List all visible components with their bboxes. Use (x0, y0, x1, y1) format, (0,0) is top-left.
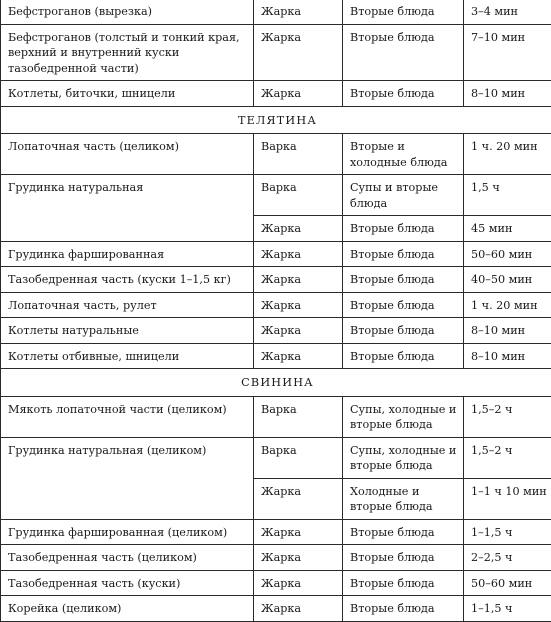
table-row (1, 241, 551, 267)
table-row (1, 0, 551, 24)
time-cell: 1–1 ч 10 мин (464, 478, 551, 519)
method-cell: Варка (254, 396, 343, 437)
method-cell: Жарка (254, 292, 343, 318)
time-cell: 8–10 мин (464, 343, 551, 369)
time-cell: 50–60 мин (464, 570, 551, 596)
time-cell: 1,5 ч (464, 175, 551, 216)
product-cell: Грудинка натуральная (целиком) (1, 437, 254, 519)
product-cell: Бефстроганов (толстый и тонкий края, верхний и внутренний куски тазобедренной части) (1, 24, 254, 81)
time-cell: 1,5–2 ч (464, 437, 551, 478)
dish-cell: Вторые блюда (343, 570, 464, 596)
table-row (1, 24, 551, 81)
dish-cell: Вторые блюда (343, 545, 464, 571)
method-cell: Жарка (254, 570, 343, 596)
method-cell: Варка (254, 175, 343, 216)
product-cell: Котлеты натуральные (1, 318, 254, 344)
product-cell: Грудинка фаршированная (целиком) (1, 519, 254, 545)
section-title: ТЕЛЯТИНА (1, 106, 551, 134)
method-cell: Жарка (254, 596, 343, 622)
dish-cell: Вторые блюда (343, 292, 464, 318)
time-cell: 1 ч. 20 мин (464, 134, 551, 175)
time-cell: 8–10 мин (464, 81, 551, 107)
dish-cell: Вторые блюда (343, 216, 464, 242)
table-row (1, 596, 551, 622)
dish-cell: Холодные и вторые блюда (343, 478, 464, 519)
product-cell: Бефстроганов (вырезка) (1, 0, 254, 24)
dish-cell: Вторые блюда (343, 519, 464, 545)
product-cell: Лопаточная часть (целиком) (1, 134, 254, 175)
product-cell: Тазобедренная часть (целиком) (1, 545, 254, 571)
time-cell: 45 мин (464, 216, 551, 242)
method-cell: Жарка (254, 267, 343, 293)
dish-cell: Вторые блюда (343, 318, 464, 344)
dish-cell: Вторые блюда (343, 81, 464, 107)
section-row-veal (1, 106, 551, 134)
dish-cell: Вторые блюда (343, 267, 464, 293)
method-cell: Жарка (254, 81, 343, 107)
section-row-pork (1, 369, 551, 397)
time-cell: 8–10 мин (464, 318, 551, 344)
section-title: СВИНИНА (1, 369, 551, 397)
table-row (1, 81, 551, 107)
dish-cell: Вторые блюда (343, 0, 464, 24)
product-cell: Мякоть лопаточной части (целиком) (1, 396, 254, 437)
dish-cell: Вторые блюда (343, 596, 464, 622)
dish-cell: Супы, холодные и вторые блюда (343, 396, 464, 437)
method-cell: Варка (254, 134, 343, 175)
product-cell: Тазобедренная часть (куски) (1, 570, 254, 596)
product-cell: Грудинка фаршированная (1, 241, 254, 267)
product-cell: Грудинка натуральная (1, 175, 254, 242)
table-row (1, 545, 551, 571)
method-cell: Жарка (254, 519, 343, 545)
time-cell: 1,5–2 ч (464, 396, 551, 437)
dish-cell: Вторые блюда (343, 241, 464, 267)
method-cell: Жарка (254, 343, 343, 369)
table-row (1, 267, 551, 293)
time-cell: 40–50 мин (464, 267, 551, 293)
table-row (1, 343, 551, 369)
time-cell: 2–2,5 ч (464, 545, 551, 571)
table-row (1, 134, 551, 175)
method-cell: Жарка (254, 0, 343, 24)
method-cell: Жарка (254, 24, 343, 81)
method-cell: Жарка (254, 478, 343, 519)
method-cell: Жарка (254, 241, 343, 267)
product-cell: Котлеты отбивные, шницели (1, 343, 254, 369)
table-row (1, 318, 551, 344)
dish-cell: Вторые и холодные блюда (343, 134, 464, 175)
table-row (1, 570, 551, 596)
method-cell: Жарка (254, 318, 343, 344)
time-cell: 7–10 мин (464, 24, 551, 81)
method-cell: Варка (254, 437, 343, 478)
table-row (1, 437, 551, 478)
dish-cell: Супы, холодные и вторые блюда (343, 437, 464, 478)
table-row (1, 292, 551, 318)
time-cell: 1–1,5 ч (464, 519, 551, 545)
dish-cell: Супы и вторые блюда (343, 175, 464, 216)
product-cell: Корейка (целиком) (1, 596, 254, 622)
table-row (1, 396, 551, 437)
product-cell: Котлеты, биточки, шницели (1, 81, 254, 107)
method-cell: Жарка (254, 216, 343, 242)
time-cell: 1–1,5 ч (464, 596, 551, 622)
time-cell: 3–4 мин (464, 0, 551, 24)
time-cell: 1 ч. 20 мин (464, 292, 551, 318)
table-row (1, 175, 551, 216)
time-cell: 50–60 мин (464, 241, 551, 267)
dish-cell: Вторые блюда (343, 343, 464, 369)
method-cell: Жарка (254, 545, 343, 571)
table-row (1, 519, 551, 545)
product-cell: Тазобедренная часть (куски 1–1,5 кг) (1, 267, 254, 293)
product-cell: Лопаточная часть, рулет (1, 292, 254, 318)
dish-cell: Вторые блюда (343, 24, 464, 81)
